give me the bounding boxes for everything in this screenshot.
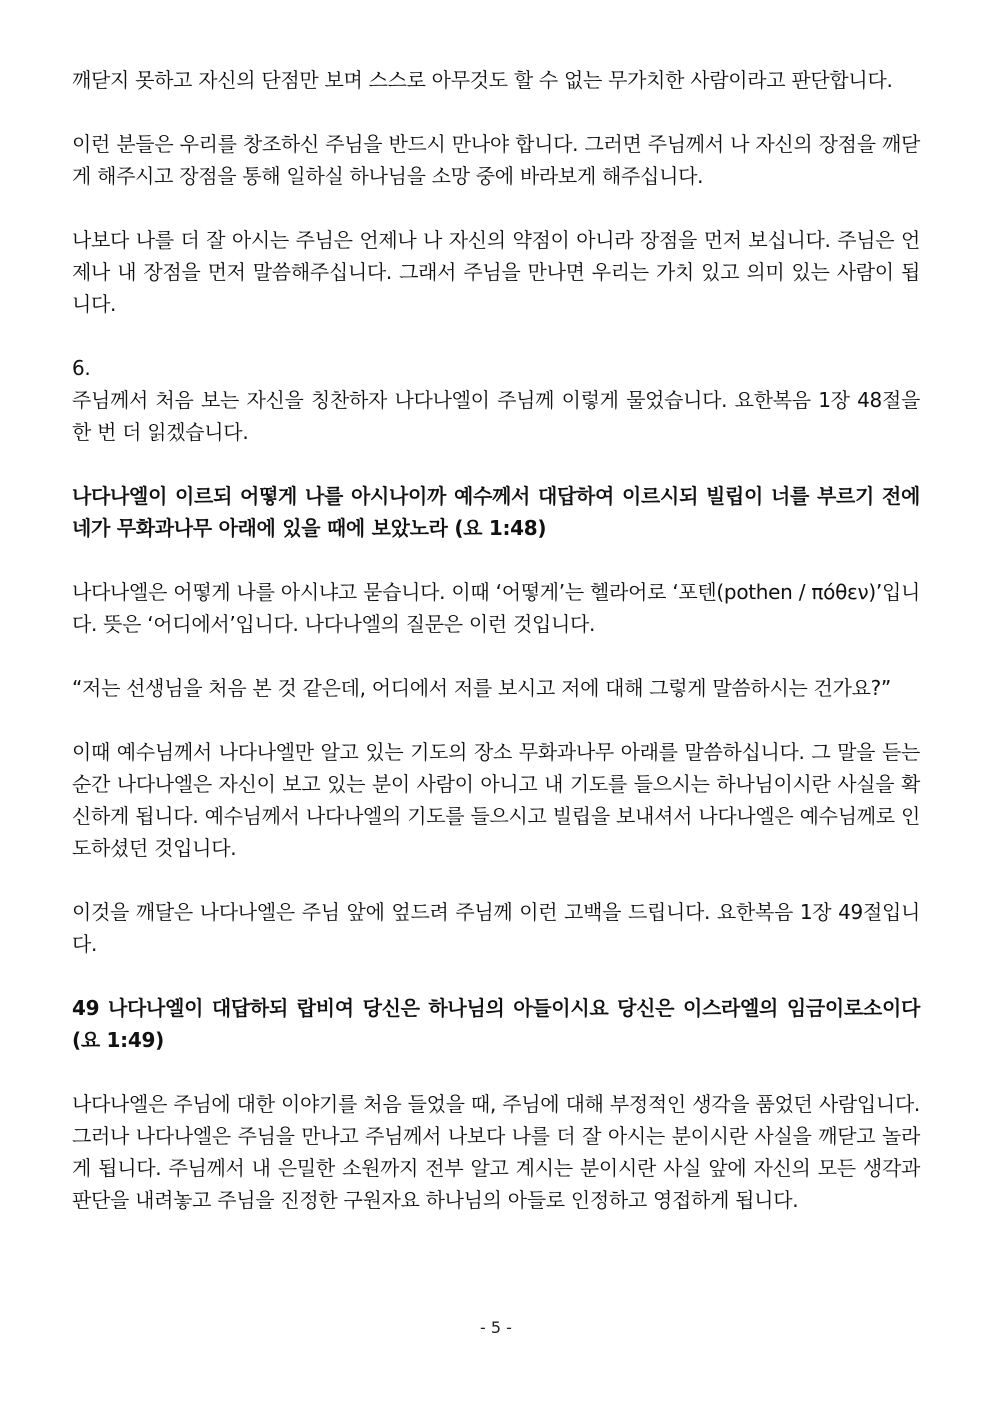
scripture-quote: 49 나다나엘이 대답하되 랍비여 당신은 하나님의 아들이시요 당신은 이스라엘의 임금이로소이다 (요 1:49) (72, 996, 920, 1052)
paragraph: 나보다 나를 더 잘 아시는 주님은 언제나 나 자신의 약점이 아니라 장점을 먼저 보십니다. 주님은 언제나 내 장점을 먼저 말씀해주십니다. 그래서 주님을 만나면 우리는 가치 있고 의미 있는 사람이 됩니다. (72, 228, 920, 316)
paragraph: 나다나엘은 주님에 대한 이야기를 처음 들었을 때, 주님에 대해 부정적인 생각을 품었던 사람입니다. 그러나 나다나엘은 주님을 만나고 주님께서 나보다 나를 더 잘 아시는 분이시란 사실을 깨닫고 놀라게 됩니다. 주님께서 내 은밀한 소원까지 전부 알고 계시는 분이시란 사실 앞에 자신의 모든 생각과 판단을 내려놓고 주님을 진정한 구원자요 하나님의 아들로 인정하고 영접하게 됩니다. (72, 1092, 920, 1212)
section-number: 6. (72, 356, 91, 380)
page-number: - 5 - (480, 1318, 512, 1337)
quoted-speech: “저는 선생님을 처음 본 것 같은데, 어디에서 저를 보시고 저에 대해 그렇게 말씀하시는 건가요?” (72, 676, 891, 700)
paragraph: 이런 분들은 우리를 창조하신 주님을 반드시 만나야 합니다. 그러면 주님께서 나 자신의 장점을 깨닫게 해주시고 장점을 통해 일하실 하나님을 소망 중에 바라보게 해주십니다. (72, 132, 920, 188)
paragraph: 깨닫지 못하고 자신의 단점만 보며 스스로 아무것도 할 수 없는 무가치한 사람이라고 판단합니다. (72, 68, 893, 92)
paragraph: 나다나엘은 어떻게 나를 아시냐고 묻습니다. 이때 ‘어떻게’는 헬라어로 ‘포텐(pothen / πόθεν)’입니다. 뜻은 ‘어디에서’입니다. 나다나엘의 질문은 이런 것입니다. (72, 580, 920, 636)
paragraph: 이것을 깨달은 나다나엘은 주님 앞에 엎드려 주님께 이런 고백을 드립니다. 요한복음 1장 49절입니다. (72, 900, 920, 956)
scripture-quote: 나다나엘이 이르되 어떻게 나를 아시나이까 예수께서 대답하여 이르시되 빌립이 너를 부르기 전에 네가 무화과나무 아래에 있을 때에 보았노라 (요 1:48) (72, 484, 920, 540)
paragraph: 이때 예수님께서 나다나엘만 알고 있는 기도의 장소 무화과나무 아래를 말씀하십니다. 그 말을 듣는 순간 나다나엘은 자신이 보고 있는 분이 사람이 아니고 내 기도를 들으시는 하나님이시란 사실을 확신하게 됩니다. 예수님께서 나다나엘의 기도를 들으시고 빌립을 보내셔서 나다나엘은 예수님께로 인도하셨던 것입니다. (72, 740, 920, 860)
paragraph: 주님께서 처음 보는 자신을 칭찬하자 나다나엘이 주님께 이렇게 물었습니다. 요한복음 1장 48절을 한 번 더 읽겠습니다. (72, 388, 920, 444)
document-body (72, 64, 920, 1248)
